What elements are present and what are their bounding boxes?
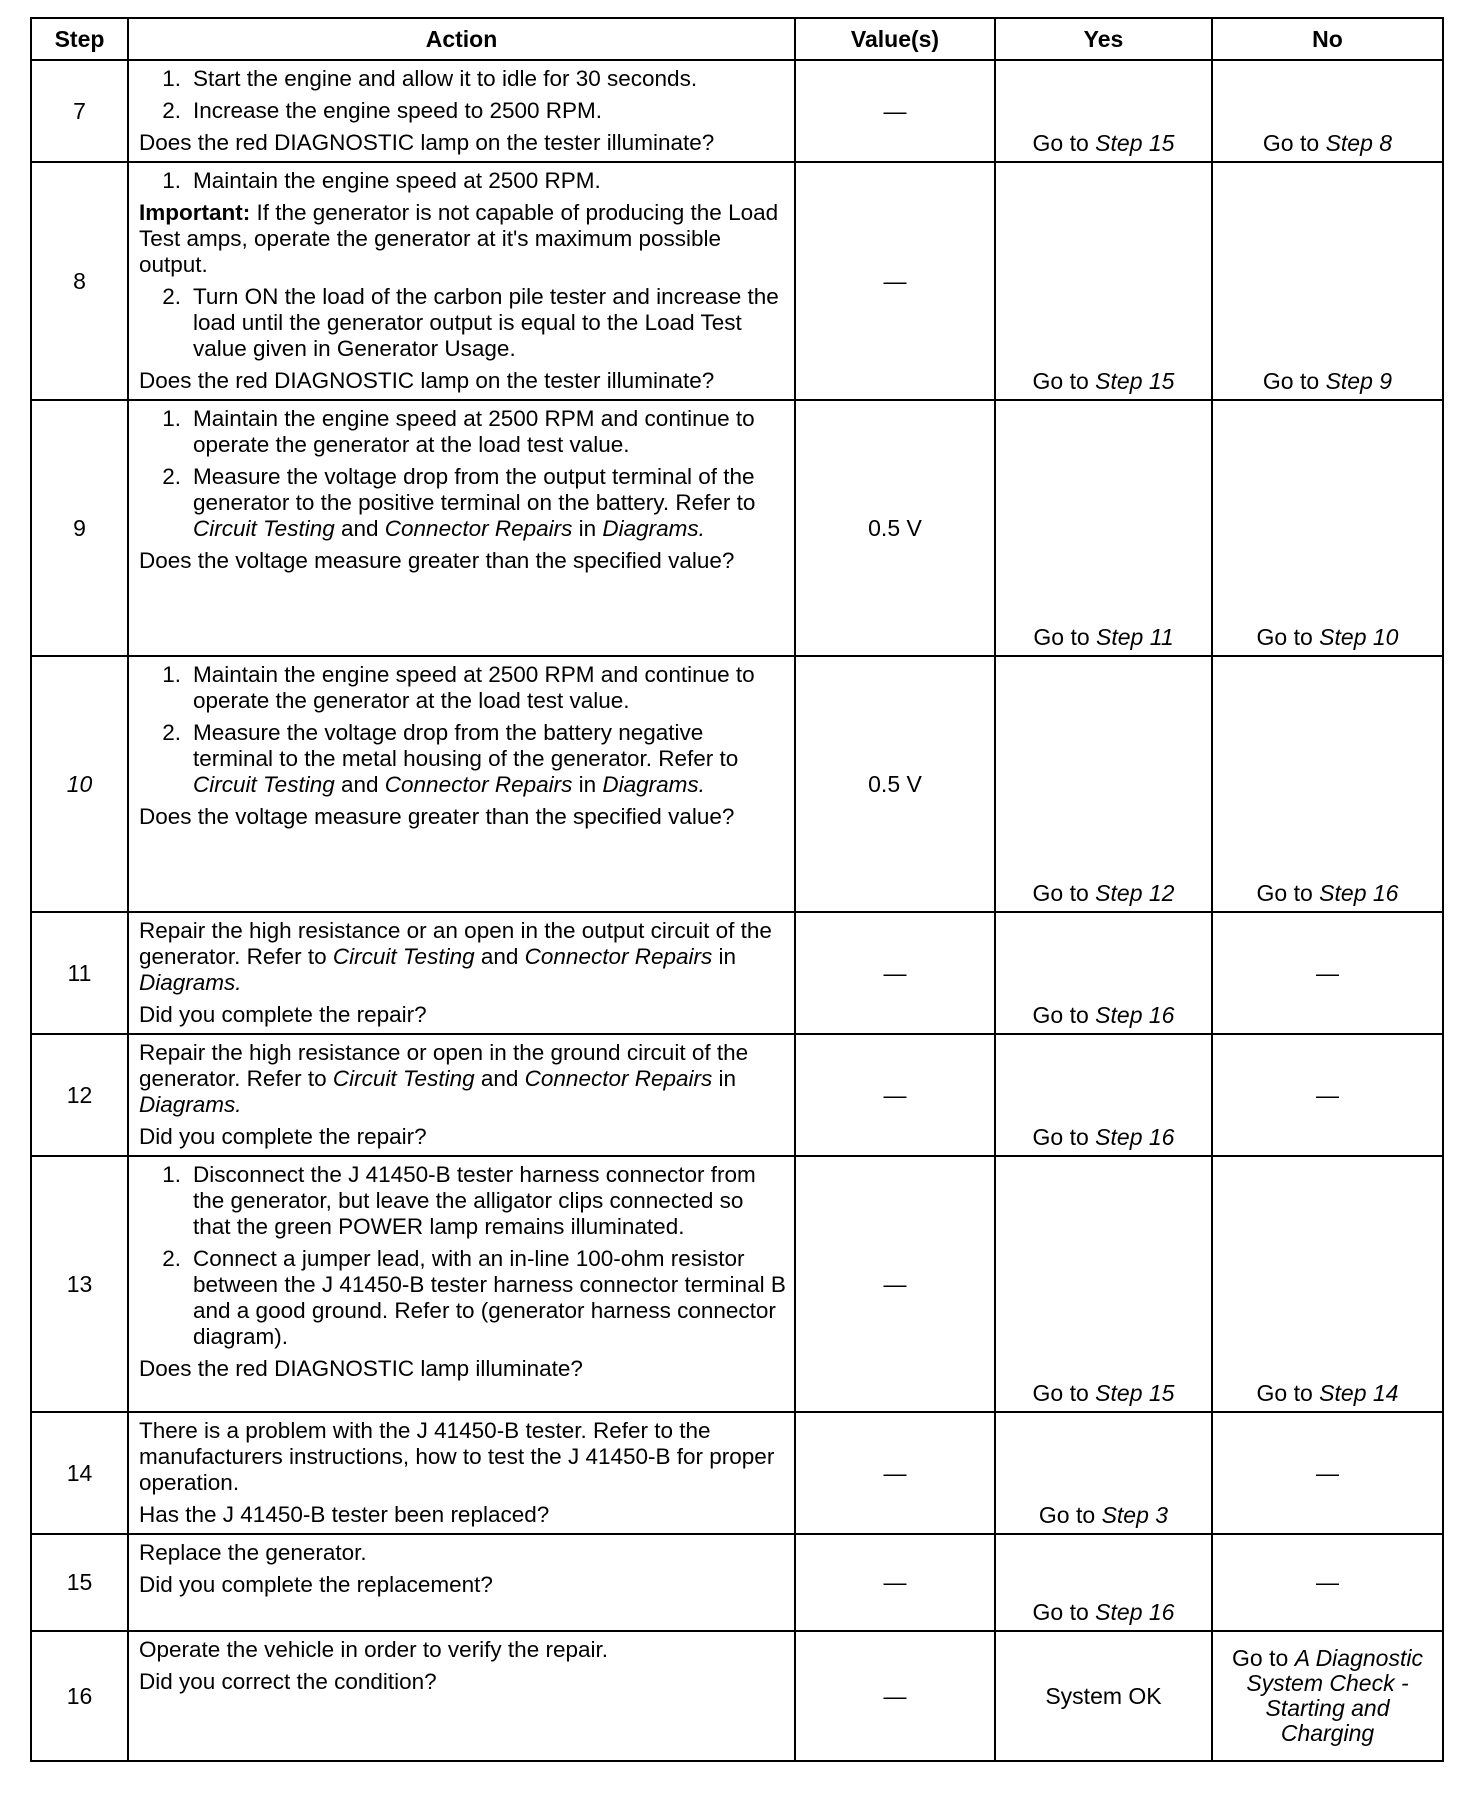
action-cell: [128, 1534, 795, 1631]
action-cell: [128, 912, 795, 1034]
action-substep: Maintain the engine speed at 2500 RPM.: [193, 168, 601, 193]
value-cell: —: [795, 912, 995, 1034]
action-cell: 1. Disconnect the J 41450-B tester harness connector from the generator, but leave the alligator clips connected so that the green POWER lamp remains illuminated. 2. Connect a jumper lead, with an in-line 100-ohm resistor between the J 41450-B tester harness connector terminal B and a good ground. Refer to (generator harness connector diagram). Does the red DIAGNOSTIC lamp illuminate?: [128, 1156, 795, 1412]
values-column-header: Value(s): [795, 18, 995, 60]
action-substep: Measure the voltage drop from the battery negative terminal to the metal housing of the generator. Refer to Circuit Testing and Connector Repairs in Diagrams.: [193, 720, 739, 797]
step-number: 8: [31, 162, 128, 400]
diagnostic-table: [30, 17, 1444, 1762]
step-reference: Step 8: [1325, 130, 1393, 156]
step-reference: Step 10: [1319, 624, 1399, 650]
step-reference: Step 14: [1319, 1380, 1399, 1406]
step-reference: Step 16: [1319, 880, 1399, 906]
no-cell: Go to Step 14: [1212, 1156, 1443, 1412]
step-reference: Step 15: [1095, 130, 1175, 156]
step-reference: Step 15: [1095, 368, 1175, 394]
step-number: 9: [31, 400, 128, 656]
yes-cell: Go to Step 15: [995, 60, 1212, 162]
action-substep: Start the engine and allow it to idle for 30 seconds.: [193, 66, 698, 91]
action-substep: Turn ON the load of the carbon pile tester and increase the load until the generator output is equal to the Load Test value given in Generator Usage.: [193, 284, 779, 361]
value-cell: —: [795, 60, 995, 162]
yes-column-header: Yes: [995, 18, 1212, 60]
action-cell: 1. Start the engine and allow it to idle for 30 seconds. 2. Increase the engine speed to 2500 RPM. Does the red DIAGNOSTIC lamp on the tester illuminate?: [128, 60, 795, 162]
value-cell: 0.5 V: [795, 656, 995, 912]
action-cell: [128, 1631, 795, 1761]
no-cell: Go to A Diagnostic System Check - Starting and Charging: [1212, 1631, 1443, 1761]
action-question: Does the red DIAGNOSTIC lamp on the tester illuminate?: [139, 130, 715, 155]
yes-cell: Go to Step 15: [995, 162, 1212, 400]
yes-cell: Go to Step 11: [995, 400, 1212, 656]
step-reference: Step 12: [1095, 880, 1175, 906]
table-row-step-8: [31, 162, 1443, 400]
action-question: Did you complete the repair?: [139, 1002, 427, 1027]
action-question: Did you correct the condition?: [139, 1669, 437, 1694]
step-reference: Step 3: [1101, 1502, 1169, 1528]
table-row-step-16: [31, 1631, 1443, 1761]
step-reference: A Diagnostic System Check - Starting and Charging: [1246, 1645, 1423, 1746]
value-cell: —: [795, 162, 995, 400]
step-number: 14: [31, 1412, 128, 1534]
action-question: Does the red DIAGNOSTIC lamp illuminate?: [139, 1356, 583, 1381]
action-text: Repair the high resistance or open in the ground circuit of the generator. Refer to Circuit Testing and Connector Repairs in Diagrams.: [139, 1040, 749, 1117]
step-column-header: Step: [31, 18, 128, 60]
yes-cell: Go to Step 15: [995, 1156, 1212, 1412]
action-substep: Measure the voltage drop from the output terminal of the generator to the positive terminal on the battery. Refer to Circuit Testing and Connector Repairs in Diagrams.: [193, 464, 756, 541]
action-substep: Disconnect the J 41450-B tester harness connector from the generator, but leave the alligator clips connected so that the green POWER lamp remains illuminated.: [193, 1162, 756, 1239]
yes-cell: Go to Step 12: [995, 656, 1212, 912]
action-cell: [128, 1034, 795, 1156]
no-cell: Go to Step 8: [1212, 60, 1443, 162]
no-cell: Go to Step 10: [1212, 400, 1443, 656]
step-reference: Step 16: [1095, 1599, 1175, 1625]
value-cell: —: [795, 1034, 995, 1156]
action-text: There is a problem with the J 41450-B tester. Refer to the manufacturers instructions, how to test the J 41450-B for proper operation.: [139, 1418, 775, 1495]
action-substep: Increase the engine speed to 2500 RPM.: [193, 98, 603, 123]
value-cell: —: [795, 1412, 995, 1534]
action-cell: 1. Maintain the engine speed at 2500 RPM and continue to operate the generator at the load test value. 2. Measure the voltage drop from the output terminal of the generator to the positive terminal on the battery. Refer to Circuit Testing and Connector Repairs in Diagrams. Does the voltage measure greater than the specified value?: [128, 400, 795, 656]
step-number: 7: [31, 60, 128, 162]
yes-cell: Go to Step 16: [995, 1034, 1212, 1156]
yes-cell: Go to Step 16: [995, 912, 1212, 1034]
table-row-step-9: [31, 400, 1443, 656]
step-reference: Step 9: [1325, 368, 1393, 394]
action-text: Replace the generator.: [139, 1540, 367, 1565]
action-cell: 1. Maintain the engine speed at 2500 RPM and continue to operate the generator at the load test value. 2. Measure the voltage drop from the battery negative terminal to the metal housing of the generator. Refer to Circuit Testing and Connector Repairs in Diagrams. Does the voltage measure greater than the specified value?: [128, 656, 795, 912]
yes-cell: System OK: [995, 1631, 1212, 1761]
action-cell: [128, 1412, 795, 1534]
no-column-header: No: [1212, 18, 1443, 60]
value-cell: 0.5 V: [795, 400, 995, 656]
table-row-step-12: [31, 1034, 1443, 1156]
action-question: Does the voltage measure greater than the specified value?: [139, 804, 735, 829]
no-cell: —: [1212, 1412, 1443, 1534]
no-cell: Go to Step 16: [1212, 656, 1443, 912]
table-row-step-7: [31, 60, 1443, 162]
no-cell: —: [1212, 1034, 1443, 1156]
no-cell: Go to Step 9: [1212, 162, 1443, 400]
action-substep: Maintain the engine speed at 2500 RPM and continue to operate the generator at the load test value.: [193, 406, 755, 457]
step-reference: Step 11: [1096, 624, 1174, 650]
action-question: Has the J 41450-B tester been replaced?: [139, 1502, 550, 1527]
yes-cell: Go to Step 16: [995, 1534, 1212, 1631]
important-note: Important: If the generator is not capable of producing the Load Test amps, operate the generator at it's maximum possible output.: [139, 200, 779, 277]
table-row-step-11: [31, 912, 1443, 1034]
no-cell: —: [1212, 912, 1443, 1034]
table-row-step-13: [31, 1156, 1443, 1412]
table-row-step-14: [31, 1412, 1443, 1534]
step-reference: Step 15: [1095, 1380, 1175, 1406]
table-row-step-10: [31, 656, 1443, 912]
step-number: 11: [31, 912, 128, 1034]
action-question: Did you complete the replacement?: [139, 1572, 493, 1597]
step-number: 10: [31, 656, 128, 912]
value-cell: —: [795, 1631, 995, 1761]
action-substep: Maintain the engine speed at 2500 RPM and continue to operate the generator at the load test value.: [193, 662, 755, 713]
value-cell: —: [795, 1534, 995, 1631]
action-substep: Connect a jumper lead, with an in-line 100-ohm resistor between the J 41450-B tester harness connector terminal B and a good ground. Refer to (generator harness connector diagram).: [193, 1246, 786, 1349]
step-number: 12: [31, 1034, 128, 1156]
action-column-header: Action: [128, 18, 795, 60]
action-question: Does the voltage measure greater than the specified value?: [139, 548, 735, 573]
no-cell: —: [1212, 1534, 1443, 1631]
action-question: Does the red DIAGNOSTIC lamp on the tester illuminate?: [139, 368, 715, 393]
step-number: 15: [31, 1534, 128, 1631]
value-cell: —: [795, 1156, 995, 1412]
action-question: Did you complete the repair?: [139, 1124, 427, 1149]
action-cell: 1. Maintain the engine speed at 2500 RPM. Important: If the generator is not capable of producing the Load Test amps, operate the generator at it's maximum possible output. 2. Turn ON the load of the carbon pile tester and increase the load until the generator output is equal to the Load Test value given in Generator Usage. Does the red DIAGNOSTIC lamp on the tester illuminate?: [128, 162, 795, 400]
action-text: Operate the vehicle in order to verify the repair.: [139, 1637, 608, 1662]
action-text: Repair the high resistance or an open in the output circuit of the generator. Refer to Circuit Testing and Connector Repairs in Diagrams.: [139, 918, 772, 995]
step-reference: Step 16: [1095, 1002, 1175, 1028]
procedure-document: [30, 17, 1442, 1762]
step-reference: Step 16: [1095, 1124, 1175, 1150]
step-number: 16: [31, 1631, 128, 1761]
header-row: [31, 18, 1443, 60]
yes-cell: Go to Step 3: [995, 1412, 1212, 1534]
step-number: 13: [31, 1156, 128, 1412]
table-row-step-15: [31, 1534, 1443, 1631]
